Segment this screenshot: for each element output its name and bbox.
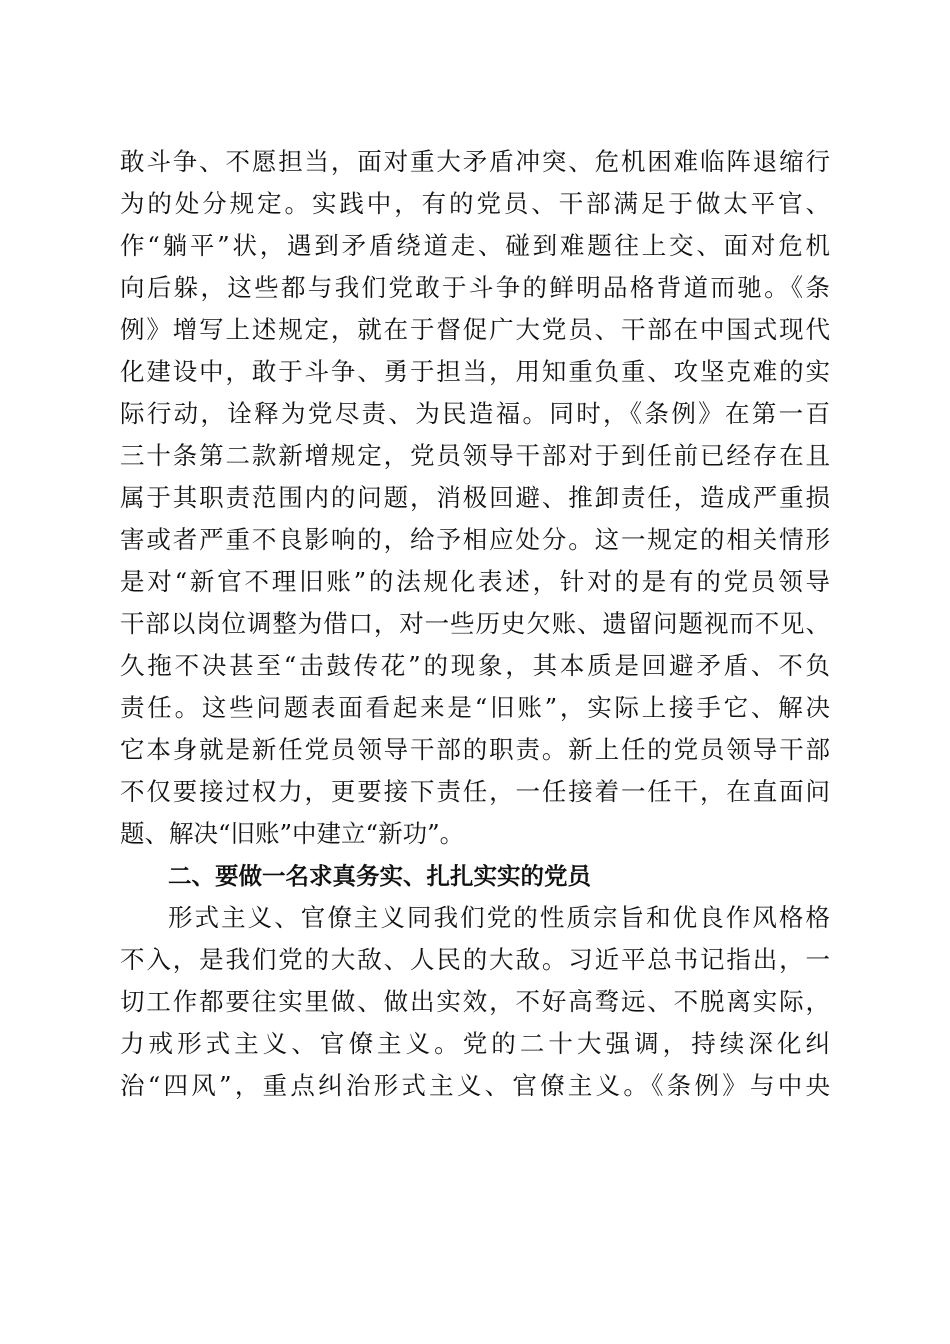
section-heading: 二、要做一名求真务实、扎扎实实的党员 xyxy=(168,862,591,890)
paragraph-line: 是对“新官不理旧账”的法规化表述，针对的是有的党员领导 xyxy=(120,567,830,596)
paragraph-line: 向后躲，这些都与我们党敢于斗争的鲜明品格背道而驰。《条 xyxy=(120,273,830,302)
paragraph-line: 例》增写上述规定，就在于督促广大党员、干部在中国式现代 xyxy=(120,315,830,344)
paragraph-line: 形式主义、官僚主义同我们党的性质宗旨和优良作风格格 xyxy=(168,903,830,932)
paragraph-line: 际行动，诠释为党尽责、为民造福。同时，《条例》在第一百 xyxy=(120,399,830,428)
paragraph-line: 责任。这些问题表面看起来是“旧账”，实际上接手它、解决 xyxy=(120,693,830,722)
paragraph-line: 属于其职责范围内的问题，消极回避、推卸责任，造成严重损 xyxy=(120,483,830,512)
paragraph-line: 敢斗争、不愿担当，面对重大矛盾冲突、危机困难临阵退缩行 xyxy=(120,147,830,176)
paragraph-line: 为的处分规定。实践中，有的党员、干部满足于做太平官、 xyxy=(120,189,830,218)
paragraph-line: 力戒形式主义、官僚主义。党的二十大强调，持续深化纠 xyxy=(120,1029,830,1058)
paragraph-line: 切工作都要往实里做、做出实效，不好高骛远、不脱离实际， xyxy=(120,987,830,1016)
paragraph-line: 不仅要接过权力，更要接下责任，一任接着一任干，在直面问 xyxy=(120,777,830,806)
paragraph-line: 久拖不决甚至“击鼓传花”的现象，其本质是回避矛盾、不负 xyxy=(120,651,830,680)
paragraph-line: 作“躺平”状，遇到矛盾绕道走、碰到难题往上交、面对危机 xyxy=(120,231,830,260)
paragraph-line: 治“四风”，重点纠治形式主义、官僚主义。《条例》与中央 xyxy=(120,1071,830,1100)
paragraph-line: 干部以岗位调整为借口，对一些历史欠账、遗留问题视而不见、 xyxy=(120,609,830,638)
paragraph-line: 化建设中，敢于斗争、勇于担当，用知重负重、攻坚克难的实 xyxy=(120,357,830,386)
paragraph-line: 不入，是我们党的大敌、人民的大敌。习近平总书记指出，一 xyxy=(120,945,830,974)
paragraph-line: 它本身就是新任党员领导干部的职责。新上任的党员领导干部 xyxy=(120,735,830,764)
paragraph-line: 害或者严重不良影响的，给予相应处分。这一规定的相关情形 xyxy=(120,525,830,554)
paragraph-line: 题、解决“旧账”中建立“新功”。 xyxy=(120,819,465,848)
paragraph-line: 三十条第二款新增规定，党员领导干部对于到任前已经存在且 xyxy=(120,441,830,470)
